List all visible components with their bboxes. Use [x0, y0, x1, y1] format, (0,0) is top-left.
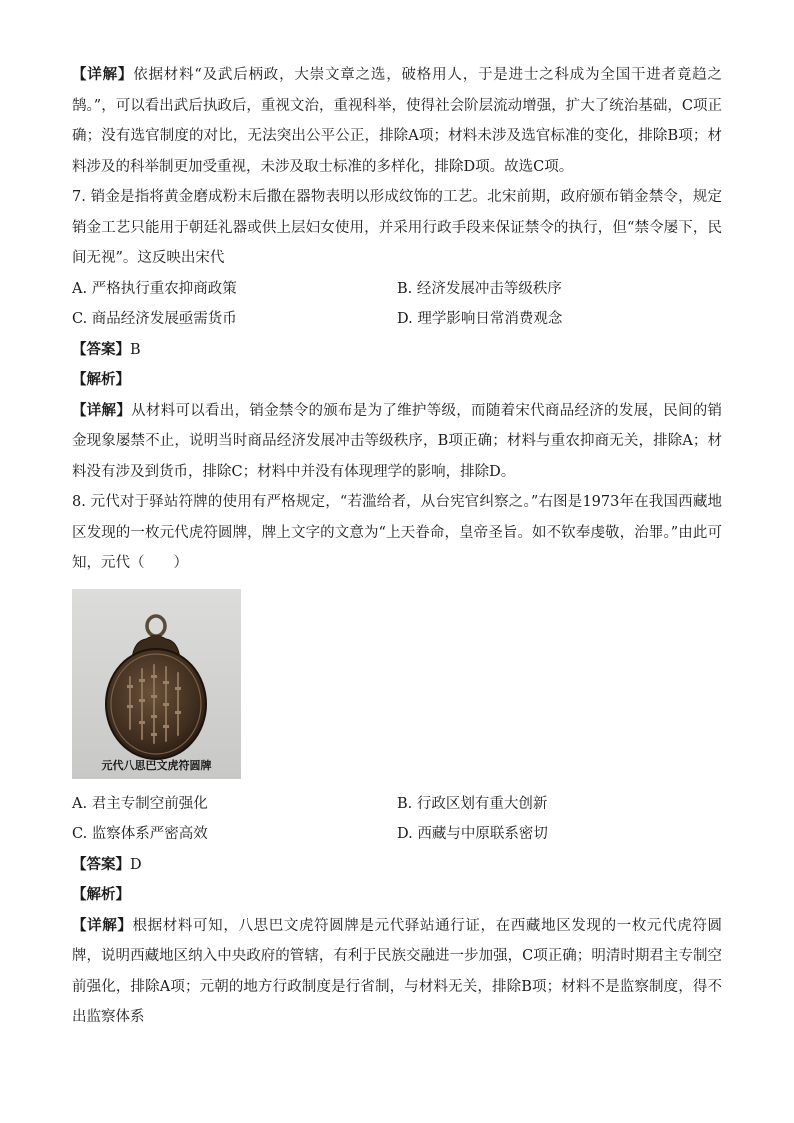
q7-option-d: D. 理学影响日常消费观念 — [397, 311, 563, 327]
q7-detail-paragraph — [72, 396, 722, 488]
q8-stem: 8. 元代对于驿站符牌的使用有严格规定，“若滥给者，从台宪官纠察之。”右图是1973年在我国西藏地区发现的一枚元代虎符圆牌，牌上文字的文意为“上天眷命，皇帝圣旨。如不钦奉虔敬，治罪。”由此可知，元代（ ） — [72, 494, 722, 571]
q7-answer: B — [130, 341, 141, 358]
q7-detail-tag: 【详解】 — [72, 401, 132, 419]
q8-detail-text: 根据材料可知，八思巴文虎符圆牌是元代驿站通行证，在西藏地区发现的一枚元代虎符圆牌，说明西藏地区纳入中央政府的管辖，有利于民族交融进一步加强，C项正确；明清时期君主专制空前强化，排除A项；元朝的地方行政制度是行省制，与材料无关，排除B项；材料不是监察制度，得不出监察体系 — [72, 917, 723, 1025]
q7-analysis-tag: 【解析】 — [72, 371, 130, 388]
document-page — [72, 60, 722, 1033]
q8-detail-tag: 【详解】 — [72, 916, 133, 934]
q8-analysis-tag: 【解析】 — [72, 886, 130, 903]
q7-option-b: B. 经济发展冲击等级秩序 — [397, 280, 562, 297]
q7-option-c: C. 商品经济发展亟需货币 — [72, 311, 237, 327]
q6-detail-tag: 【详解】 — [72, 66, 134, 83]
figure-caption: 元代八思巴文虎符圆牌 — [101, 758, 212, 772]
q7-answer-line — [72, 335, 722, 366]
q7-detail-text: 从材料可以看出，销金禁令的颁布是为了维护等级，而随着宋代商品经济的发展，民间的销金现象屡禁不止，说明当时商品经济发展冲击等级秩序，B项正确；材料与重农抑商无关，排除A；材料没有涉及到货币，排除C；材料中并没有体现理学的影响，排除D。 — [72, 402, 723, 480]
q8-option-b: B. 行政区划有重大创新 — [397, 795, 548, 812]
q7-answer-tag: 【答案】 — [72, 340, 130, 358]
q8-option-d: D. 西藏与中原联系密切 — [397, 826, 548, 842]
q8-answer: D — [130, 856, 142, 873]
q7-option-a: A. 严格执行重农抑商政策 — [72, 280, 237, 297]
q6-detail-text: 依据材料“及武后柄政，大崇文章之选，破格用人，于是进士之科成为全国干进者竟趋之鹄。”，可以看出武后执政后，重视文治，重视科举，使得社会阶层流动增强，扩大了统治基础，C项正确；没有选官制度的对比，无法突出公平公正，排除A项；材料未涉及选官标准的变化，排除B项；材料涉及的科举制更加受重视，未涉及取士标准的多样化，排除D项。故选C项。 — [72, 67, 722, 175]
tiger-tally-figure — [72, 589, 241, 779]
q8-option-a: A. 君主专制空前强化 — [72, 795, 208, 812]
q8-answer-line — [72, 850, 722, 881]
q8-options — [72, 789, 722, 850]
q7-options — [72, 274, 722, 335]
q7-stem: 7. 销金是指将黄金磨成粉末后撒在器物表明以形成纹饰的工艺。北宋前期，政府颁布销金禁令，规定销金工艺只能用于朝廷礼器或供上层妇女使用，并采用行政手段来保证禁令的执行，但“禁令屡下，民间无视”。这反映出宋代 — [72, 189, 722, 266]
q8-answer-tag: 【答案】 — [72, 855, 130, 873]
q6-detail-paragraph — [72, 60, 722, 182]
q8-detail-paragraph — [72, 911, 722, 1033]
tiger-tally-image — [72, 589, 241, 779]
q8-option-c: C. 监察体系严密高效 — [72, 826, 208, 842]
